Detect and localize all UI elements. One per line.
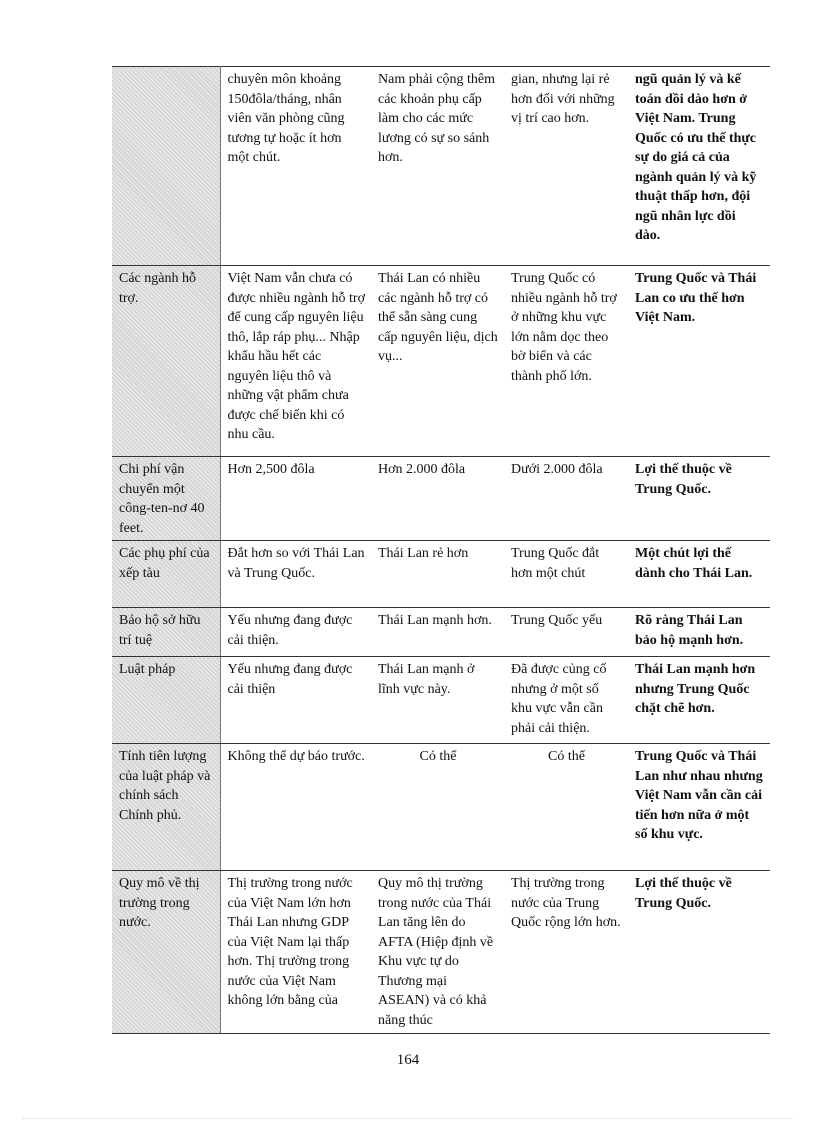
conclusion-cell: ngũ quản lý và kế toán dồi dào hơn ở Việt Nam. Trung Quốc có ưu thế thực sự do giá cả của ngành quản lý và kỹ thuật thấp hơn, đội ngũ nhân lực dồi dào. (628, 67, 770, 266)
table-row (112, 608, 770, 657)
vietnam-cell: Yếu nhưng đang được cải thiện (220, 657, 371, 744)
criterion-cell: Luật pháp (112, 657, 220, 744)
criterion-cell: Tính tiên lượng của luật pháp và chính sách Chính phủ. (112, 744, 220, 871)
conclusion-cell: Trung Quốc và Thái Lan như nhau nhưng Việt Nam vẫn cần cải tiến hơn nữa ở một số khu vực. (628, 744, 770, 871)
table-row (112, 871, 770, 1034)
table-row (112, 457, 770, 541)
conclusion-cell: Thái Lan mạnh hơn nhưng Trung Quốc chặt chẽ hơn. (628, 657, 770, 744)
thailand-cell: Nam phải cộng thêm các khoản phụ cấp làm cho các mức lương có sự so sánh hơn. (371, 67, 504, 266)
vietnam-cell: Đắt hơn so với Thái Lan và Trung Quốc. (220, 541, 371, 608)
vietnam-cell: Thị trường trong nước của Việt Nam lớn hơn Thái Lan nhưng GDP của Việt Nam lại thấp hơn. Thị trường trong nước của Việt Nam không lớn bằng của (220, 871, 371, 1034)
china-cell: Dưới 2.000 đôla (504, 457, 628, 541)
thailand-cell: Thái Lan có nhiều các ngành hỗ trợ có thể sẵn sàng cung cấp nguyên liệu, dịch vụ... (371, 266, 504, 457)
china-cell: Trung Quốc có nhiều ngành hỗ trợ ở những khu vực lớn nằm dọc theo bờ biển và các thành phố lớn. (504, 266, 628, 457)
criterion-cell: Bảo hộ sở hữu trí tuệ (112, 608, 220, 657)
conclusion-cell: Một chút lợi thế dành cho Thái Lan. (628, 541, 770, 608)
thailand-cell: Thái Lan mạnh ở lĩnh vực này. (371, 657, 504, 744)
table-row (112, 67, 770, 266)
conclusion-cell: Rõ ràng Thái Lan bảo hộ mạnh hơn. (628, 608, 770, 657)
vietnam-cell: chuyên môn khoảng 150đôla/tháng, nhân viên văn phòng cũng tương tự hoặc ít hơn một chút. (220, 67, 371, 266)
china-cell: Trung Quốc đắt hơn một chút (504, 541, 628, 608)
table-row (112, 744, 770, 871)
vietnam-cell: Yếu nhưng đang được cải thiện. (220, 608, 371, 657)
china-cell: Có thể (504, 744, 628, 871)
thailand-cell: Hơn 2.000 đôla (371, 457, 504, 541)
conclusion-cell: Lợi thế thuộc về Trung Quốc. (628, 871, 770, 1034)
criterion-cell: Các phụ phí của xếp tàu (112, 541, 220, 608)
thailand-cell: Thái Lan mạnh hơn. (371, 608, 504, 657)
table-row (112, 266, 770, 457)
china-cell: gian, nhưng lại rẻ hơn đối với những vị trí cao hơn. (504, 67, 628, 266)
criterion-cell: Quy mô về thị trường trong nước. (112, 871, 220, 1034)
vietnam-cell: Việt Nam vẫn chưa có được nhiều ngành hỗ trợ để cung cấp nguyên liệu thô, lắp ráp phụ... Nhập khẩu hầu hết các nguyên liệu thô và những vật phẩm chưa được chế biến khi có nhu cầu. (220, 266, 371, 457)
china-cell: Thị trường trong nước của Trung Quốc rộng lớn hơn. (504, 871, 628, 1034)
comparison-table (112, 66, 770, 1034)
page-number: 164 (396, 1052, 420, 1068)
page-bottom-rule (22, 1118, 794, 1119)
china-cell: Đã được củng cố nhưng ở một số khu vực vẫn cần phải cải thiện. (504, 657, 628, 744)
thailand-cell: Quy mô thị trường trong nước của Thái Lan tăng lên do AFTA (Hiệp định về Khu vực tự do Thương mại ASEAN) và có khả năng thúc (371, 871, 504, 1034)
conclusion-cell: Trung Quốc và Thái Lan co ưu thế hơn Việt Nam. (628, 266, 770, 457)
criterion-cell (112, 67, 220, 266)
thailand-cell: Có thể (371, 744, 504, 871)
criterion-cell: Các ngành hỗ trợ. (112, 266, 220, 457)
china-cell: Trung Quốc yếu (504, 608, 628, 657)
table-row (112, 541, 770, 608)
vietnam-cell: Hơn 2,500 đôla (220, 457, 371, 541)
table-row (112, 657, 770, 744)
criterion-cell: Chi phí vận chuyển một công-ten-nơ 40 feet. (112, 457, 220, 541)
thailand-cell: Thái Lan rẻ hơn (371, 541, 504, 608)
vietnam-cell: Không thể dự báo trước. (220, 744, 371, 871)
conclusion-cell: Lợi thế thuộc về Trung Quốc. (628, 457, 770, 541)
